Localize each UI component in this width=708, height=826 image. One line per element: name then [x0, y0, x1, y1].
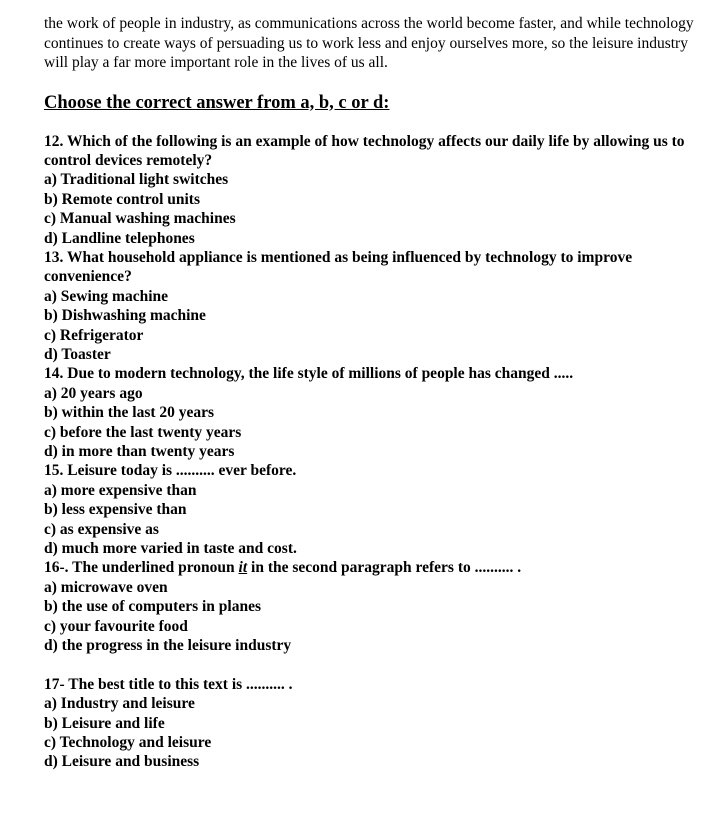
option-c: c) Manual washing machines [44, 210, 236, 228]
option-c: c) Refrigerator [44, 326, 144, 344]
option-c: c) Technology and leisure [44, 734, 212, 752]
option-d: d) the progress in the leisure industry [44, 637, 292, 655]
option-d: d) in more than twenty years [44, 443, 235, 460]
option-b: b) Leisure and life [44, 714, 165, 732]
option-b: b) the use of computers in planes [44, 598, 262, 616]
option-d: d) Landline telephones [44, 229, 195, 247]
worksheet-page [44, 14, 696, 772]
section-heading: Choose the correct answer from a, b, c or d: [44, 92, 390, 113]
option-c: c) before the last twenty years [44, 423, 242, 441]
option-d: d) Leisure and business [44, 753, 200, 771]
option-a: a) microwave oven [44, 578, 168, 596]
option-a: a) Traditional light switches [44, 171, 229, 189]
option-b: b) Dishwashing machine [44, 307, 206, 325]
option-a: a) Sewing machine [44, 287, 168, 305]
option-c: c) as expensive as [44, 520, 159, 538]
underlined-pronoun: it [238, 559, 248, 577]
spacer [44, 655, 696, 674]
option-b: b) less expensive than [44, 501, 187, 519]
question-text: 12. Which of the following is an example of how technology affects our daily life by allowing us to control devices remotely? [44, 132, 685, 169]
option-d: d) Toaster [44, 345, 111, 363]
question-17 [44, 675, 696, 772]
option-b: b) within the last 20 years [44, 404, 215, 422]
question-text-end: in the second paragraph refers to .......... . [247, 559, 522, 577]
option-c: c) your favourite food [44, 617, 188, 635]
question-list [44, 132, 696, 772]
question-text: 14. Due to modern technology, the life style of millions of people has changed ..... [44, 365, 574, 383]
question-13 [44, 248, 696, 364]
question-text: 13. What household appliance is mentioned as being influenced by technology to improve convenience? [44, 248, 633, 286]
question-text [44, 558, 696, 577]
question-12 [44, 132, 696, 248]
option-a: a) 20 years ago [44, 384, 143, 402]
reading-passage-end: the work of people in industry, as communications across the world become faster, and while technology continues to create ways of persuading us to work less and enjoy ourselves more, so the leisure industry will play a far more important role in the lives of us all. [44, 15, 694, 71]
question-16 [44, 558, 696, 655]
question-text: 15. Leisure today is .......... ever before. [44, 462, 297, 480]
question-text-start: 16-. The underlined pronoun [44, 559, 239, 577]
question-15 [44, 461, 696, 558]
question-text: 17- The best title to this text is .......... . [44, 675, 293, 693]
option-a: a) Industry and leisure [44, 695, 195, 713]
option-b: b) Remote control units [44, 190, 200, 208]
option-d: d) much more varied in taste and cost. [44, 540, 297, 558]
option-a: a) more expensive than [44, 481, 197, 499]
question-14 [44, 364, 696, 461]
